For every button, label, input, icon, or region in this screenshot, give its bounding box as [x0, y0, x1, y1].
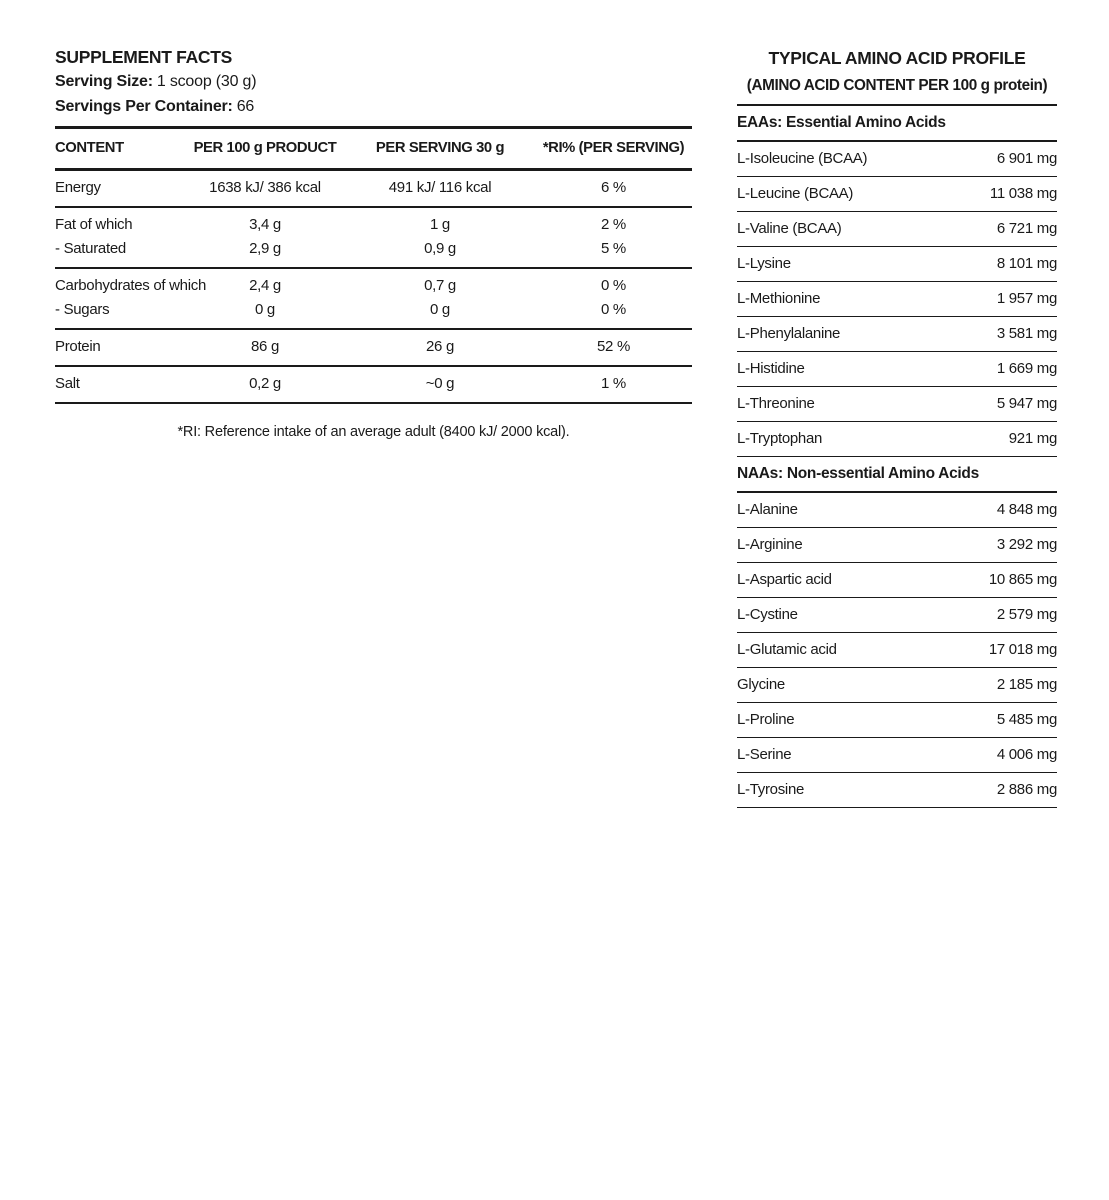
amino-acid-value: 8 101 mg [996, 255, 1057, 272]
nutrient-row [55, 213, 692, 237]
supplement-facts-title: SUPPLEMENT FACTS [55, 47, 233, 67]
ri-percent-value: 0 % [601, 277, 626, 294]
serving-size-line [55, 69, 692, 94]
nutrient-name: - Saturated [55, 240, 126, 257]
per-100g-value: 3,4 g [249, 216, 281, 233]
amino-acid-name: L-Alanine [737, 501, 798, 518]
amino-acid-value: 5 947 mg [996, 395, 1057, 412]
supplement-facts-panel [55, 46, 692, 440]
amino-acid-name: L-Cystine [737, 606, 798, 623]
amino-acid-value: 3 292 mg [996, 536, 1057, 553]
per-100g-value: 0 g [255, 301, 275, 318]
nutrient-name: Energy [55, 179, 101, 196]
amino-acid-row [737, 598, 1057, 633]
amino-acid-name: L-Methionine [737, 290, 821, 307]
per-100g-value: 1638 kJ/ 386 kcal [209, 179, 321, 196]
amino-acid-row [737, 773, 1057, 808]
amino-acid-value: 2 579 mg [996, 606, 1057, 623]
per-serving-value: 1 g [430, 216, 450, 233]
serving-size-value: 1 scoop (30 g) [156, 73, 257, 90]
amino-acid-row [737, 668, 1057, 703]
per-100g-value: 2,4 g [249, 277, 281, 294]
nutrient-row [55, 298, 692, 322]
amino-profile-subtitle: (AMINO ACID CONTENT PER 100 g protein) [737, 77, 1057, 106]
amino-acid-value: 921 mg [1008, 430, 1057, 447]
amino-acid-value: 4 848 mg [996, 501, 1057, 518]
column-header-per-100g: PER 100 g PRODUCT [193, 140, 337, 156]
amino-acid-value: 3 581 mg [996, 325, 1057, 342]
amino-profile-title: TYPICAL AMINO ACID PROFILE [768, 48, 1026, 68]
amino-acid-name: L-Lysine [737, 255, 791, 272]
nutrient-group [55, 269, 692, 330]
column-header-ri: *RI% (PER SERVING) [542, 140, 685, 156]
amino-acid-row [737, 247, 1057, 282]
nutrient-group [55, 367, 692, 404]
amino-acid-value: 4 006 mg [996, 746, 1057, 763]
amino-acid-name: L-Aspartic acid [737, 571, 832, 588]
ri-percent-value: 6 % [601, 179, 626, 196]
amino-acid-value: 6 901 mg [996, 150, 1057, 167]
amino-acid-name: L-Glutamic acid [737, 641, 837, 658]
nutrition-table-header [55, 129, 692, 171]
amino-acid-name: L-Histidine [737, 360, 805, 377]
amino-acid-value: 2 886 mg [996, 781, 1057, 798]
nutrient-group [55, 330, 692, 367]
ri-percent-value: 52 % [597, 338, 630, 355]
amino-acid-value: 2 185 mg [996, 676, 1057, 693]
nutrient-row [55, 335, 692, 359]
nutrient-name: Protein [55, 338, 101, 355]
per-serving-value: 0,7 g [424, 277, 456, 294]
amino-acid-row [737, 282, 1057, 317]
column-header-content: CONTENT [55, 140, 124, 156]
amino-acid-row [737, 633, 1057, 668]
amino-acid-row [737, 317, 1057, 352]
per-serving-value: 0 g [430, 301, 450, 318]
amino-acid-row [737, 142, 1057, 177]
nutrient-row [55, 274, 692, 298]
amino-acid-row [737, 563, 1057, 598]
amino-acid-row [737, 528, 1057, 563]
nutrient-group [55, 171, 692, 208]
amino-acid-name: Glycine [737, 676, 785, 693]
ri-percent-value: 2 % [601, 216, 626, 233]
nutrient-name: Salt [55, 375, 80, 392]
serving-size-label: Serving Size: [55, 73, 153, 90]
amino-acid-value: 11 038 mg [989, 185, 1057, 202]
amino-acid-name: L-Isoleucine (BCAA) [737, 150, 868, 167]
amino-acid-row [737, 422, 1057, 457]
amino-section-header: EAAs: Essential Amino Acids [737, 106, 1057, 142]
per-serving-value: 491 kJ/ 116 kcal [388, 179, 492, 196]
amino-acid-profile-panel [737, 46, 1057, 808]
amino-acid-value: 10 865 mg [988, 571, 1057, 588]
amino-acid-name: L-Phenylalanine [737, 325, 841, 342]
amino-acid-value: 1 957 mg [996, 290, 1057, 307]
amino-acid-name: L-Tyrosine [737, 781, 805, 798]
amino-acid-value: 1 669 mg [996, 360, 1057, 377]
nutrition-table-body [55, 171, 692, 404]
servings-per-container-line [55, 94, 692, 119]
nutrient-name: Fat of which [55, 216, 133, 233]
amino-acid-row [737, 212, 1057, 247]
servings-per-container-label: Servings Per Container: [55, 98, 233, 115]
amino-acid-row [737, 493, 1057, 528]
amino-acid-name: L-Arginine [737, 536, 803, 553]
nutrient-name: Carbohydrates of which [55, 277, 206, 294]
amino-acid-name: L-Leucine (BCAA) [737, 185, 854, 202]
amino-acid-name: L-Proline [737, 711, 795, 728]
amino-acid-row [737, 703, 1057, 738]
per-100g-value: 0,2 g [249, 375, 281, 392]
amino-acid-row [737, 738, 1057, 773]
amino-profile-body [737, 106, 1057, 808]
nutrient-group [55, 208, 692, 269]
amino-acid-name: L-Threonine [737, 395, 815, 412]
amino-acid-row [737, 387, 1057, 422]
amino-acid-row [737, 352, 1057, 387]
amino-acid-name: L-Serine [737, 746, 792, 763]
per-serving-value: 26 g [426, 338, 454, 355]
amino-section-header: NAAs: Non-essential Amino Acids [737, 457, 1057, 493]
ri-percent-value: 5 % [601, 240, 626, 257]
amino-acid-value: 17 018 mg [988, 641, 1057, 658]
amino-acid-name: L-Tryptophan [737, 430, 823, 447]
amino-acid-name: L-Valine (BCAA) [737, 220, 842, 237]
nutrient-row [55, 372, 692, 396]
nutrient-row [55, 237, 692, 261]
per-100g-value: 2,9 g [249, 240, 281, 257]
ri-percent-value: 1 % [601, 375, 626, 392]
amino-acid-row [737, 177, 1057, 212]
column-header-per-serving: PER SERVING 30 g [375, 140, 505, 156]
amino-acid-value: 6 721 mg [996, 220, 1057, 237]
nutrient-row [55, 176, 692, 200]
ri-percent-value: 0 % [601, 301, 626, 318]
ri-footnote: *RI: Reference intake of an average adult (8400 kJ/ 2000 kcal). [177, 424, 570, 440]
nutrient-name: - Sugars [55, 301, 110, 318]
servings-per-container-value: 66 [236, 98, 255, 115]
per-serving-value: 0,9 g [424, 240, 456, 257]
nutrition-table [55, 126, 692, 404]
per-serving-value: ~0 g [425, 375, 455, 392]
per-100g-value: 86 g [251, 338, 279, 355]
amino-acid-value: 5 485 mg [996, 711, 1057, 728]
